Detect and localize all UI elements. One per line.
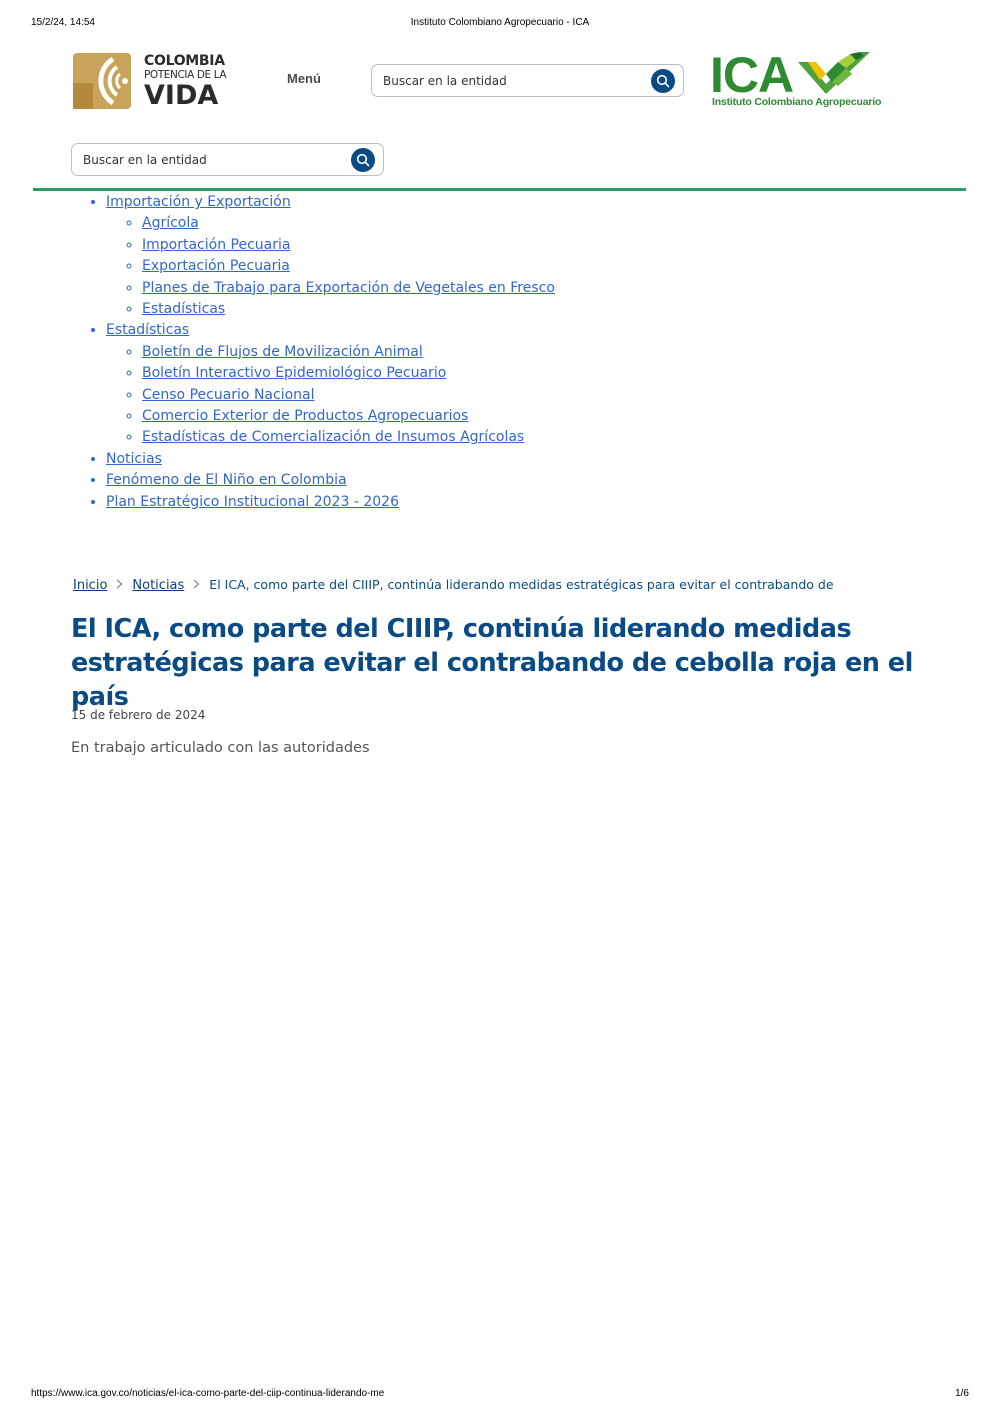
search-icon xyxy=(656,74,670,88)
nav-link-boletin-epidemiologico[interactable]: Boletín Interactivo Epidemiológico Pecuario xyxy=(142,365,447,382)
nav-link-estadisticas-ie[interactable]: Estadísticas xyxy=(142,301,226,318)
header-divider xyxy=(33,188,966,191)
colombia-logo-line3: VIDA xyxy=(144,79,219,111)
nav-subitem xyxy=(142,406,555,427)
nav-submenu-importacion-exportacion xyxy=(106,213,555,320)
nav-link-comercializacion-insumos[interactable]: Estadísticas de Comercialización de Insumos Agrícolas xyxy=(142,429,525,446)
nav-item-fenomeno-nino xyxy=(106,470,555,491)
breadcrumb-current: El ICA, como parte del CIIIP, continúa liderando medidas estratégicas para evitar el contrabando de xyxy=(209,577,834,592)
article-lead: En trabajo articulado con las autoridades xyxy=(71,740,370,756)
nav-item-plan-estrategico xyxy=(106,492,555,513)
nav-link-censo-pecuario[interactable]: Censo Pecuario Nacional xyxy=(142,386,315,403)
header-search xyxy=(371,64,684,97)
nav-link-boletin-flujos[interactable]: Boletín de Flujos de Movilización Animal xyxy=(142,343,423,360)
nav-subitem xyxy=(142,213,555,234)
nav-subitem xyxy=(142,342,555,363)
header-search-button[interactable] xyxy=(651,69,675,93)
nav-item-estadisticas xyxy=(106,320,555,448)
nav-link-importacion-exportacion[interactable]: Importación y Exportación xyxy=(106,194,291,210)
print-url: https://www.ica.gov.co/noticias/el-ica-como-parte-del-ciip-continua-liderando-me xyxy=(31,1388,385,1399)
ica-logo-word: ICA xyxy=(710,47,794,103)
main-navigation xyxy=(71,192,555,513)
nav-subitem xyxy=(142,385,555,406)
sidebar-search-button[interactable] xyxy=(351,148,375,172)
nav-link-estadisticas[interactable]: Estadísticas xyxy=(106,322,190,339)
nav-subitem xyxy=(142,278,555,299)
sidebar-search-input[interactable] xyxy=(83,144,343,175)
nav-link-comercio-exterior[interactable]: Comercio Exterior de Productos Agropecuarios xyxy=(142,408,469,425)
nav-item-noticias xyxy=(106,449,555,470)
nav-subitem xyxy=(142,299,555,320)
nav-submenu-estadisticas xyxy=(106,342,555,449)
breadcrumb-home[interactable]: Inicio xyxy=(73,578,108,593)
print-date: 15/2/24, 14:54 xyxy=(31,17,95,28)
nav-subitem xyxy=(142,363,555,384)
nav-subitem xyxy=(142,256,555,277)
nav-link-plan-estrategico[interactable]: Plan Estratégico Institucional 2023 - 2026 xyxy=(106,493,399,510)
nav-item-importacion-exportacion xyxy=(106,192,555,320)
nav-link-fenomeno-nino[interactable]: Fenómeno de El Niño en Colombia xyxy=(106,472,347,489)
sidebar-search xyxy=(71,143,384,176)
breadcrumb xyxy=(73,577,834,593)
chevron-right-icon xyxy=(193,578,200,593)
breadcrumb-section[interactable]: Noticias xyxy=(132,578,185,593)
menu-button[interactable]: Menú xyxy=(287,71,321,86)
nav-subitem xyxy=(142,235,555,256)
nav-link-exportacion-pecuaria[interactable]: Exportación Pecuaria xyxy=(142,258,290,275)
nav-link-planes-de-trabajo[interactable]: Planes de Trabajo para Exportación de Vegetales en Fresco xyxy=(142,279,555,296)
colombia-potencia-de-la-vida-logo[interactable] xyxy=(73,53,231,110)
chevron-right-icon xyxy=(116,578,123,593)
ica-checkmark-icon xyxy=(798,52,870,94)
nav-link-agricola[interactable]: Agrícola xyxy=(142,215,199,232)
colombia-logo-text xyxy=(144,53,226,109)
ica-logo-subtitle: Instituto Colombiano Agropecuario xyxy=(712,96,882,108)
colombia-logo-line2: POTENCIA DE LA xyxy=(144,69,227,81)
article-date: 15 de febrero de 2024 xyxy=(71,708,206,722)
header-search-input[interactable] xyxy=(383,65,643,96)
colombia-logo-line1: COLOMBIA xyxy=(144,53,225,69)
article-title: El ICA, como parte del CIIIP, continúa liderando medidas estratégicas para evitar el contrabando de cebolla roja en el país xyxy=(71,614,913,712)
nav-link-importacion-pecuaria[interactable]: Importación Pecuaria xyxy=(142,236,291,253)
ica-logo[interactable] xyxy=(710,47,882,110)
colombia-logo-mark-icon xyxy=(73,53,131,109)
print-title: Instituto Colombiano Agropecuario - ICA xyxy=(410,17,590,28)
search-icon xyxy=(356,153,370,167)
print-page-number: 1/6 xyxy=(955,1388,969,1399)
nav-link-noticias[interactable]: Noticias xyxy=(106,450,162,467)
nav-subitem xyxy=(142,427,555,448)
